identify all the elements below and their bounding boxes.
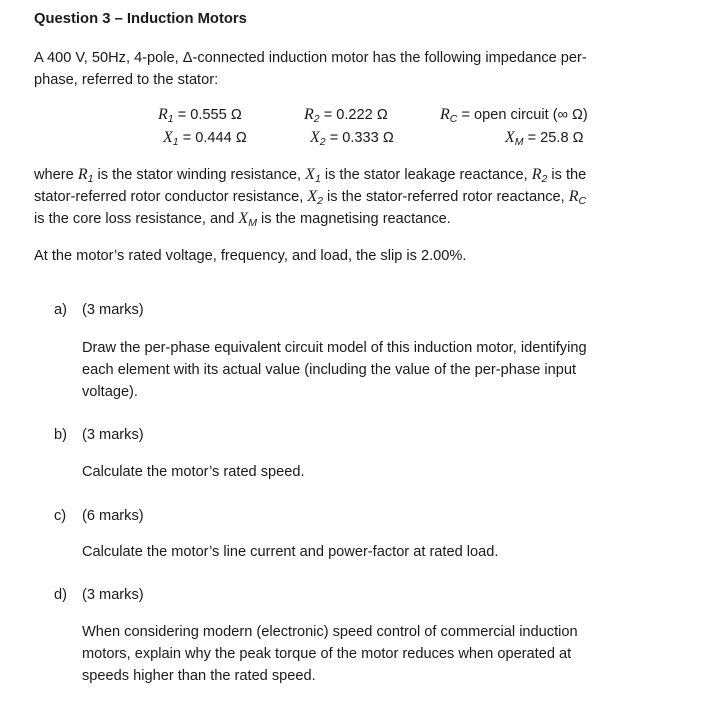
question-b-marks: (3 marks) <box>82 427 144 443</box>
rated-slip-text: At the motor’s rated voltage, frequency, and load, the slip is 2.00%. <box>34 248 467 264</box>
param-x1: $X_1 = 0.444$ Ω <box>163 129 247 148</box>
intro-line-1: A 400 V, 50Hz, 4-pole, Δ-connected induction motor has the following impedance per- <box>34 50 587 66</box>
question-c-letter: c) <box>54 508 67 524</box>
question-d-marks: (3 marks) <box>82 587 144 603</box>
param-x2: $X_2 = 0.333$ Ω <box>310 129 394 148</box>
question-d-line-3: speeds higher than the rated speed. <box>82 668 316 684</box>
question-d-letter: d) <box>54 587 67 603</box>
question-c-line-1: Calculate the motor’s line current and power-factor at rated load. <box>82 544 499 560</box>
question-b-letter: b) <box>54 427 67 443</box>
question-a-line-3: voltage). <box>82 384 138 400</box>
question-c-marks: (6 marks) <box>82 508 144 524</box>
question-a-line-1: Draw the per-phase equivalent circuit model of this induction motor, identifying <box>82 340 587 356</box>
question-d-line-1: When considering modern (electronic) speed control of commercial induction <box>82 624 578 640</box>
where-line-1: where $R_1$ is the stator winding resistance, $X_1$ is the stator leakage reactance, $R_2$ is the <box>34 166 587 185</box>
intro-line-2: phase, referred to the stator: <box>34 72 219 88</box>
param-r1: $R_1 = 0.555$ Ω <box>158 106 242 125</box>
where-line-2: stator-referred rotor conductor resistance, $X_2$ is the stator-referred rotor reactance, $R_C$ <box>34 188 587 207</box>
question-a-letter: a) <box>54 302 67 318</box>
question-a-marks: (3 marks) <box>82 302 144 318</box>
question-a-line-2: each element with its actual value (including the value of the per-phase input <box>82 362 577 378</box>
question-title: Question 3 – Induction Motors <box>34 11 247 27</box>
param-rc: $R_C$ = open circuit (∞ Ω) <box>440 106 588 125</box>
question-b-line-1: Calculate the motor’s rated speed. <box>82 464 305 480</box>
param-r2: $R_2 = 0.222$ Ω <box>304 106 388 125</box>
question-d-line-2: motors, explain why the peak torque of the motor reduces when operated at <box>82 646 572 662</box>
where-line-3: is the core loss resistance, and $X_M$ is the magnetising reactance. <box>34 210 451 229</box>
param-xm: $X_M = 25.8$ Ω <box>505 129 584 148</box>
